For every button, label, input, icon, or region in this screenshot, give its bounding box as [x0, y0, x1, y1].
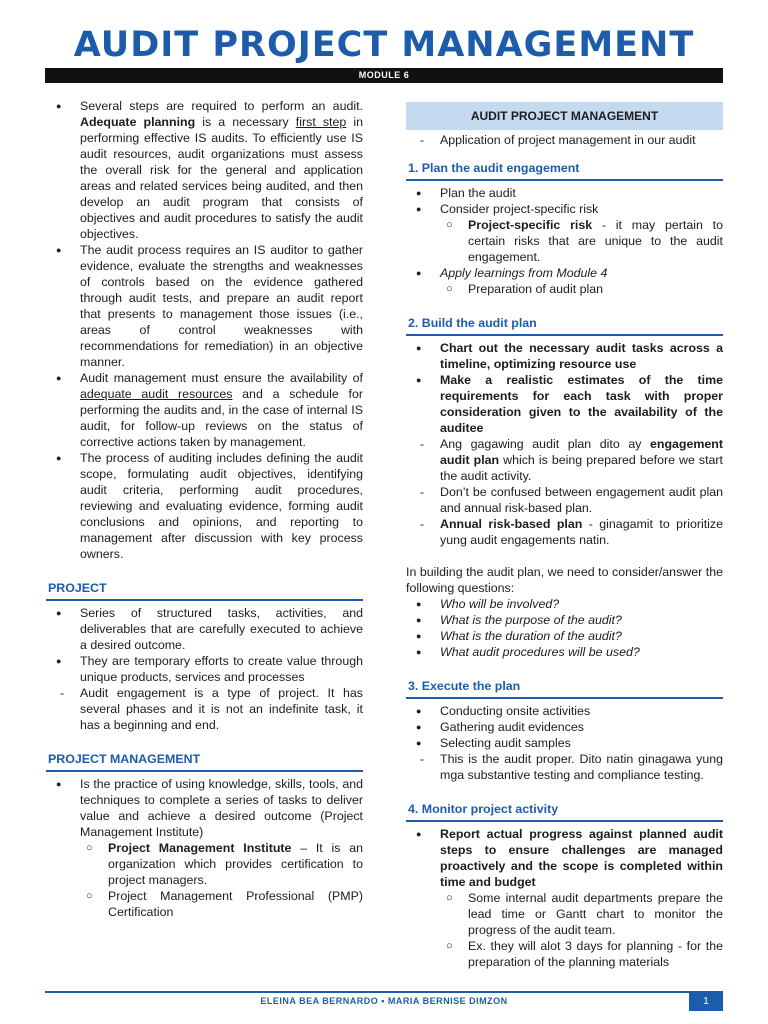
section-heading-project-management: PROJECT MANAGEMENT	[46, 751, 363, 772]
list-item: - Don’t be confused between engagement audit plan and annual risk-based plan.	[406, 484, 723, 516]
section-heading-project: PROJECT	[46, 580, 363, 601]
page-number: 1	[689, 993, 723, 1011]
list-item: ● Apply learnings from Module 4	[406, 265, 723, 281]
list-item: ● What is the purpose of the audit?	[406, 612, 723, 628]
list-item: - Application of project management in our audit	[406, 132, 723, 148]
list-item: ● Make a realistic estimates of the time requirements for each task with proper consideration given to the availability of the auditee	[406, 372, 723, 436]
list-item: ● The process of auditing includes defining the audit scope, formulating audit objectives, identifying audit criteria, performing audit procedures, reviewing and evaluating evidence, forming audit conclusions and opinions, and reporting to management after discussion with key process owners.	[46, 450, 363, 562]
list-item: - This is the audit proper. Dito natin ginagawa yung mga substantive testing and compliance testing.	[406, 751, 723, 783]
footer-divider	[45, 991, 723, 993]
list-item: ● The audit process requires an IS auditor to gather evidence, evaluate the strengths and weaknesses of controls based on the evidence gathered through audit tests, and prepare an audit report that presents to management those issues (i.e., areas of control weaknesses with recommendations for remediation) in an objective manner.	[46, 242, 363, 370]
left-column	[46, 98, 363, 920]
list-item: ● Plan the audit	[406, 185, 723, 201]
list-item: ● Consider project-specific risk	[406, 201, 723, 217]
list-item: - Audit engagement is a type of project. It has several phases and it is not an indefinite task, it has a beginning and end.	[46, 685, 363, 733]
box-heading: AUDIT PROJECT MANAGEMENT	[406, 102, 723, 130]
list-item: ● What audit procedures will be used?	[406, 644, 723, 660]
sub-list-item: ○ Project Management Institute – It is an organization which provides certification to project managers.	[46, 840, 363, 888]
list-item: ● Series of structured tasks, activities, and deliverables that are carefully executed to achieve a desired outcome.	[46, 605, 363, 653]
module-label: MODULE 6	[45, 68, 723, 83]
section-heading-execute: 3. Execute the plan	[406, 678, 723, 699]
paragraph: In building the audit plan, we need to consider/answer the following questions:	[406, 565, 723, 595]
list-item: ● Several steps are required to perform an audit. Adequate planning is a necessary first step in performing effective IS audits. To efficiently use IS audit resources, audit organizations must assess the overall risk for the general and application areas and related services being audited, and then develop an audit program that consists of objectives and audit procedures to satisfy the audit objectives.	[46, 98, 363, 242]
section-heading-monitor: 4. Monitor project activity	[406, 801, 723, 822]
sub-list-item: ○ Project Management Professional (PMP) Certification	[46, 888, 363, 920]
right-column	[406, 102, 723, 970]
list-item: - Ang gagawing audit plan dito ay engagement audit plan which is being prepared before we start the audit activity.	[406, 436, 723, 484]
footer-authors: ELEINA BEA BERNARDO • MARIA BERNISE DIMZON	[260, 996, 508, 1006]
sub-list-item: ○ Some internal audit departments prepare the lead time or Gantt chart to monitor the progress of the audit team.	[406, 890, 723, 938]
list-item: ● Report actual progress against planned audit steps to ensure challenges are managed proactively and the scope is completed within time and budget	[406, 826, 723, 890]
section-heading-plan: 1. Plan the audit engagement	[406, 160, 723, 181]
list-item: ● They are temporary efforts to create value through unique products, services and processes	[46, 653, 363, 685]
list-item: ● Who will be involved?	[406, 596, 723, 612]
list-item: ● Selecting audit samples	[406, 735, 723, 751]
page-title: AUDIT PROJECT MANAGEMENT	[73, 25, 695, 65]
list-item: ● Conducting onsite activities	[406, 703, 723, 719]
list-item: ● Is the practice of using knowledge, skills, tools, and techniques to complete a series of tasks to deliver value and achieve a desired outcome (Project Management Institute)	[46, 776, 363, 840]
sub-list-item: ○ Preparation of audit plan	[406, 281, 723, 297]
list-item: - Annual risk-based plan - ginagamit to prioritize yung audit engagements natin.	[406, 516, 723, 548]
section-heading-build: 2. Build the audit plan	[406, 315, 723, 336]
list-item: ● Audit management must ensure the availability of adequate audit resources and a schedule for performing the audits and, in the case of internal IS audit, for follow-up reviews on the status of corrective actions taken by management.	[46, 370, 363, 450]
sub-list-item: ○ Project-specific risk - it may pertain to certain risks that are unique to the audit engagement.	[406, 217, 723, 265]
list-item: ● Gathering audit evidences	[406, 719, 723, 735]
list-item: ● What is the duration of the audit?	[406, 628, 723, 644]
list-item: ● Chart out the necessary audit tasks across a timeline, optimizing resource use	[406, 340, 723, 372]
sub-list-item: ○ Ex. they will alot 3 days for planning - for the preparation of the planning materials	[406, 938, 723, 970]
